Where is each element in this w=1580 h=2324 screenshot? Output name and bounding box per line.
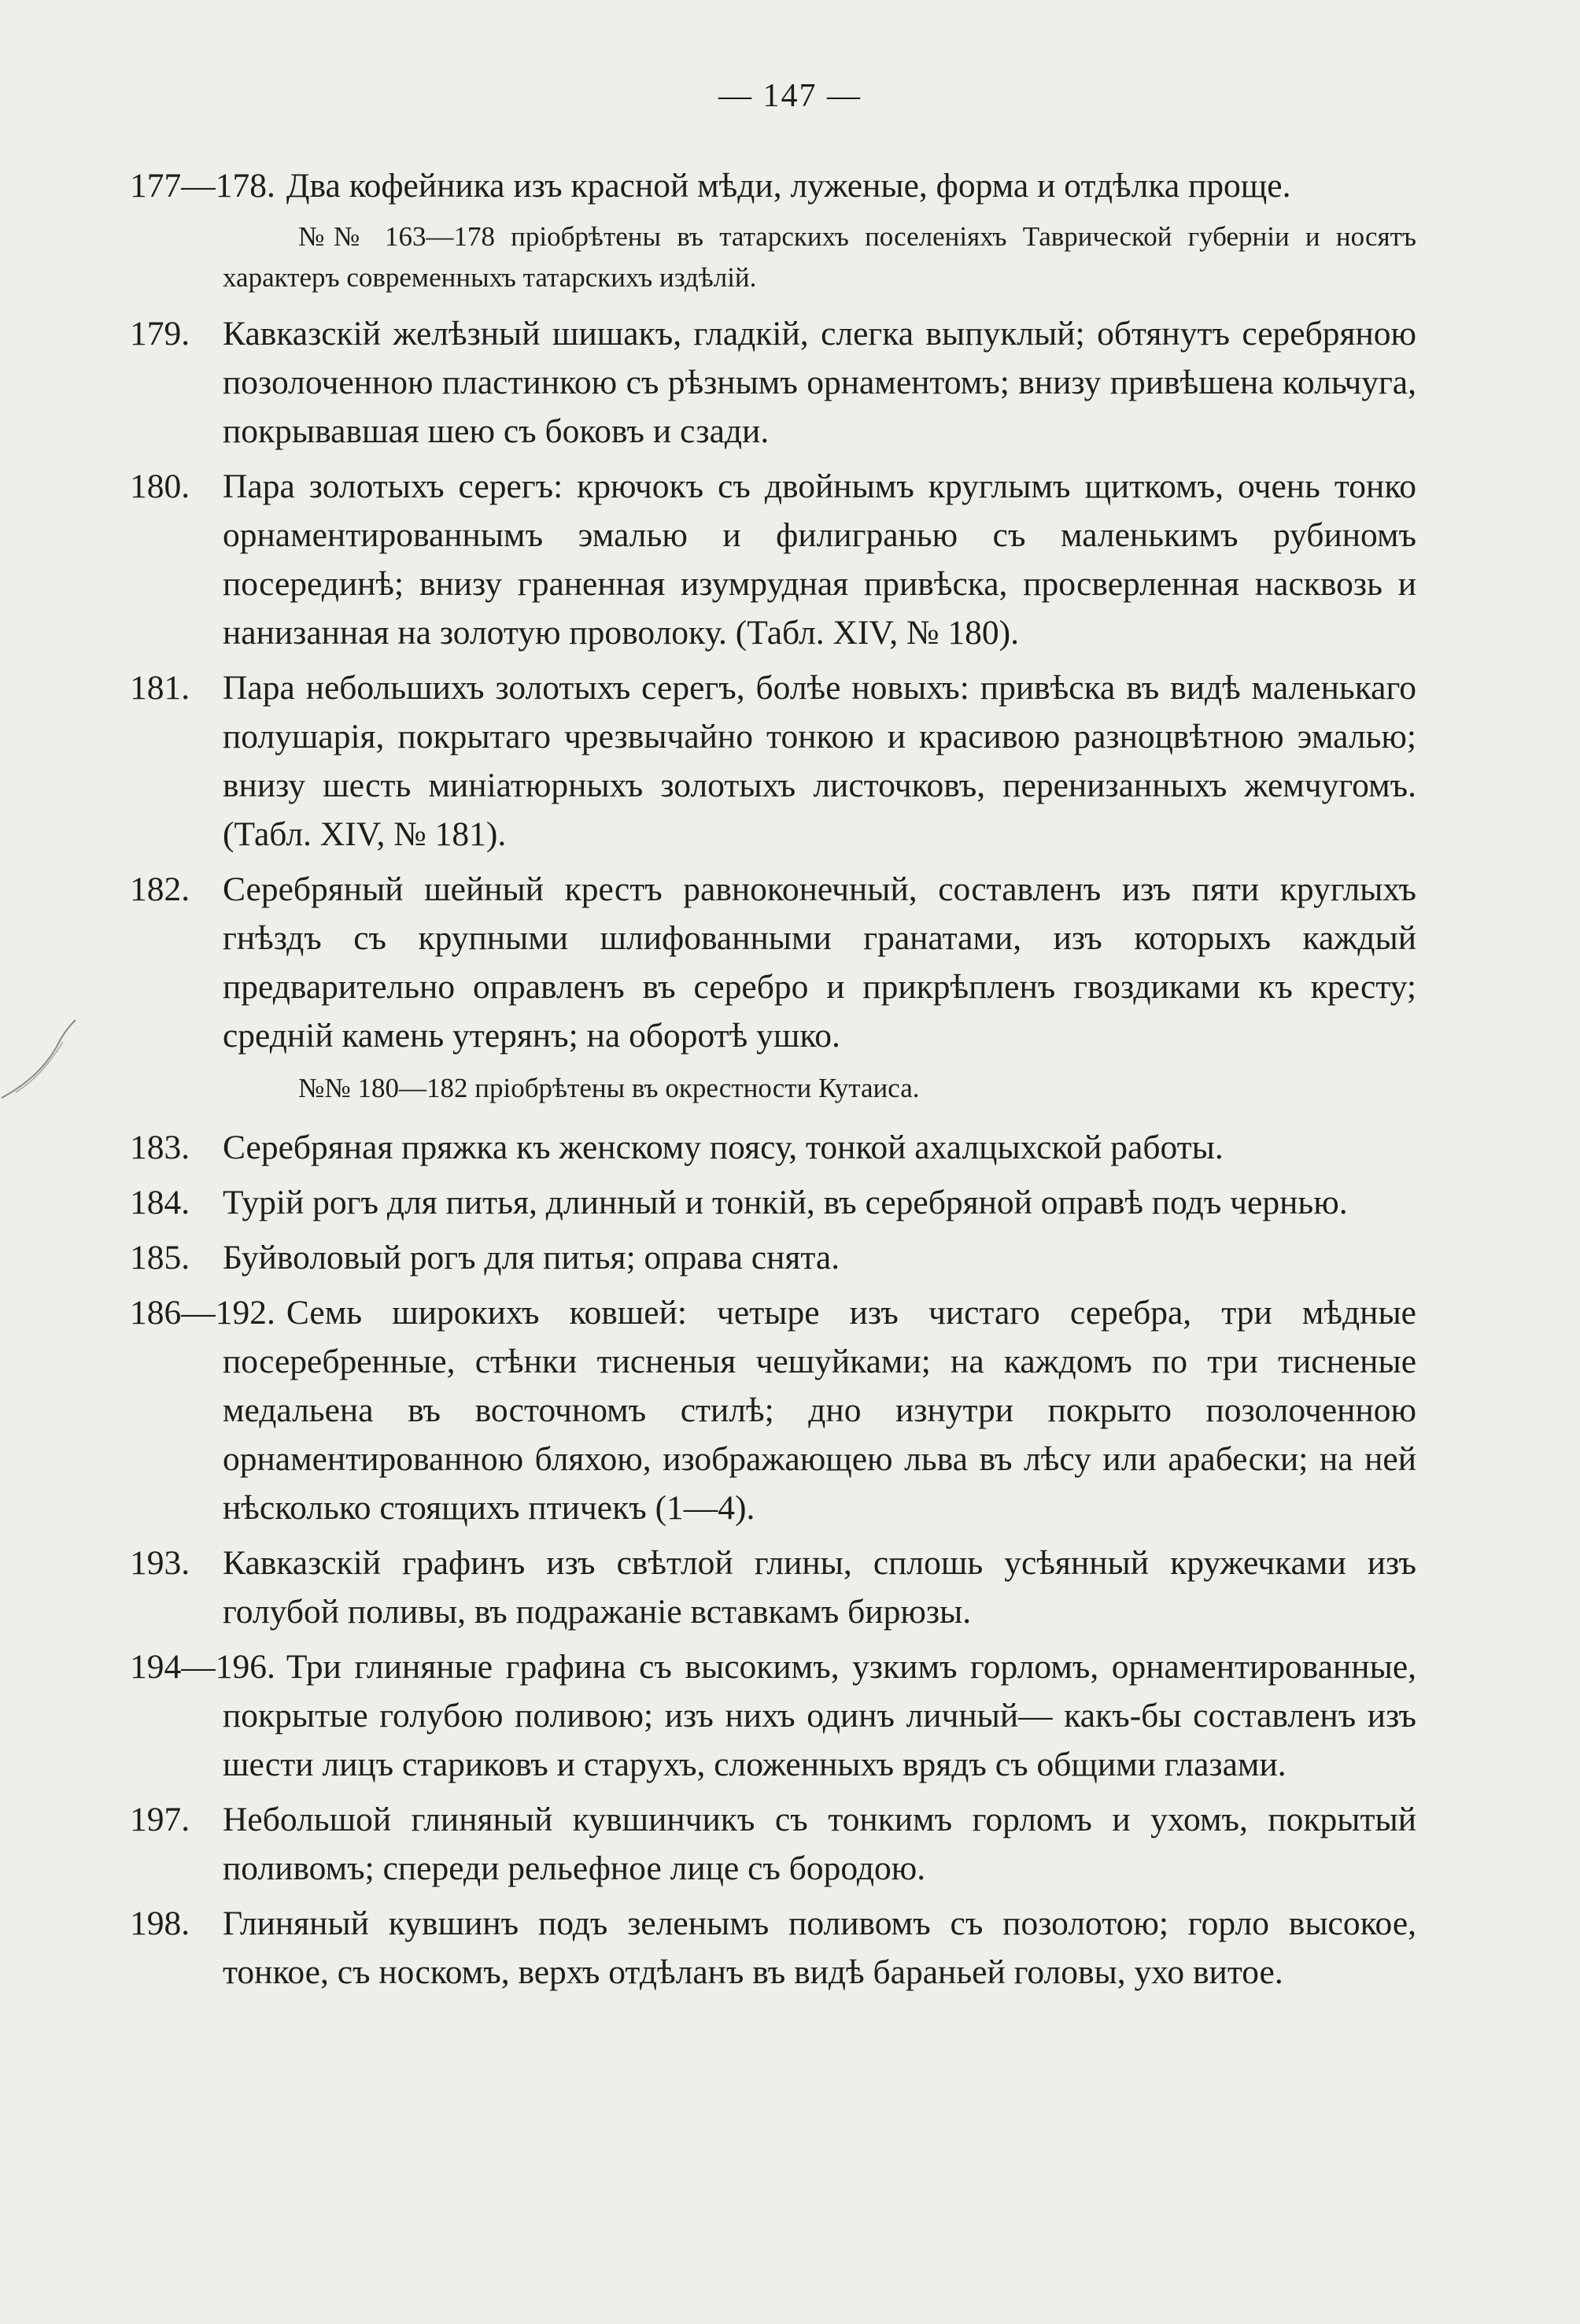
catalog-entry bbox=[130, 663, 1416, 859]
entry-text: Буйволовый рогъ для питья; оправа снята. bbox=[223, 1239, 840, 1277]
entry-text: Турій рогъ для питья, длинный и тонкій, въ серебряной оправѣ подъ чернью. bbox=[223, 1184, 1348, 1221]
entry-text: Небольшой глиняный кувшинчикъ съ тонкимъ горломъ и ухомъ, покрытый поливомъ; спереди рельефное лице съ бородою. bbox=[223, 1801, 1416, 1887]
entry-number: 182. bbox=[130, 870, 190, 908]
entry-text: Пара небольшихъ золотыхъ серегъ, болѣе новыхъ: привѣска въ видѣ маленькаго полушарія, покрытаго чрезвычайно тонкою и красивою разноцвѣтною эмалью; внизу шесть миніатюрныхъ золотыхъ листочковъ, перенизанныхъ жемчугомъ. (Табл. XIV, № 181). bbox=[223, 669, 1416, 853]
catalog-entry bbox=[130, 161, 1416, 210]
catalog-entry bbox=[130, 462, 1416, 657]
entry-text: Глиняный кувшинъ подъ зеленымъ поливомъ съ позолотою; горло высокое, тонкое, съ носкомъ, верхъ отдѣланъ въ видѣ бараньей головы, ухо витое. bbox=[223, 1905, 1416, 1991]
entry-number: 186—192. bbox=[130, 1294, 275, 1332]
catalog-body bbox=[130, 161, 1416, 2003]
entry-number: 185. bbox=[130, 1239, 190, 1277]
entry-text: Пара золотыхъ серегъ: крючокъ съ двойнымъ круглымъ щиткомъ, очень тонко орнаментированнымъ эмалью и филигранью съ маленькимъ рубиномъ посерединѣ; внизу граненная изумрудная привѣска, просверленная насквозь и нанизанная на золотую проволоку. (Табл. XIV, № 180). bbox=[223, 467, 1416, 652]
catalog-entry bbox=[130, 1123, 1416, 1172]
entry-number: 184. bbox=[130, 1184, 190, 1221]
entry-number: 183. bbox=[130, 1129, 190, 1166]
catalog-entry bbox=[130, 865, 1416, 1060]
entry-number: 193. bbox=[130, 1544, 190, 1582]
thread-mark bbox=[0, 1015, 94, 1102]
entry-number: 198. bbox=[130, 1905, 190, 1942]
entry-number: 177—178. bbox=[130, 167, 275, 205]
catalog-entry bbox=[130, 1178, 1416, 1227]
entry-text: Кавказскій желѣзный шишакъ, гладкій, слегка выпуклый; обтянутъ серебряною позолоченною пластинкою съ рѣзнымъ орнаментомъ; внизу привѣшена кольчуга, покрывавшая шею съ боковъ и сзади. bbox=[223, 315, 1416, 450]
catalog-entry bbox=[130, 1795, 1416, 1893]
entry-number: 180. bbox=[130, 467, 190, 505]
entry-number: 194—196. bbox=[130, 1648, 275, 1686]
page-number: — 147 — bbox=[718, 78, 862, 114]
catalog-entry bbox=[130, 1288, 1416, 1532]
acquisition-note: №№ 163—178 пріобрѣтены въ татарскихъ поселеніяхъ Таврической губерніи и носятъ характеръ современныхъ татарскихъ издѣлій. bbox=[223, 221, 1416, 293]
entry-text: Серебряный шейный крестъ равноконечный, составленъ изъ пяти круглыхъ гнѣздъ съ крупными шлифованными гранатами, изъ которыхъ каждый предварительно оправленъ въ серебро и прикрѣпленъ гвоздиками къ кресту; средній камень утерянъ; на оборотѣ ушко. bbox=[223, 870, 1416, 1055]
entry-number: 197. bbox=[130, 1801, 190, 1838]
catalog-entry bbox=[130, 1233, 1416, 1282]
catalog-entry bbox=[130, 309, 1416, 456]
catalog-entry bbox=[130, 1899, 1416, 1997]
entry-text: Серебряная пряжка къ женскому поясу, тонкой ахалцыхской работы. bbox=[223, 1129, 1224, 1166]
catalog-entry bbox=[130, 1642, 1416, 1789]
entry-text: Семь широкихъ ковшей: четыре изъ чистаго серебра, три мѣдные посеребренные, стѣнки тисненыя чешуйками; на каждомъ по три тисненые медальена въ восточномъ стилѣ; дно изнутри покрыто позолоченною орнаментированною бляхою, изображающею льва въ лѣсу или арабески; на ней нѣсколько стоящихъ птичекъ (1—4). bbox=[223, 1294, 1416, 1527]
entry-number: 179. bbox=[130, 315, 190, 353]
entry-text: Два кофейника изъ красной мѣди, луженые, форма и отдѣлка проще. bbox=[286, 167, 1291, 205]
catalog-entry bbox=[130, 1539, 1416, 1636]
entry-text: Кавказскій графинъ изъ свѣтлой глины, сплошь усѣянный кружечками изъ голубой поливы, въ подражаніе вставкамъ бирюзы. bbox=[223, 1544, 1416, 1631]
entry-number: 181. bbox=[130, 669, 190, 707]
acquisition-note: №№ 180—182 пріобрѣтены въ окрестности Кутаиса. bbox=[298, 1073, 920, 1103]
entry-text: Три глиняные графина съ высокимъ, узкимъ горломъ, орнаментированные, покрытые голубою поливою; изъ нихъ одинъ личный— какъ-бы составленъ изъ шести лицъ стариковъ и старухъ, сложенныхъ врядъ съ общими глазами. bbox=[223, 1648, 1416, 1783]
